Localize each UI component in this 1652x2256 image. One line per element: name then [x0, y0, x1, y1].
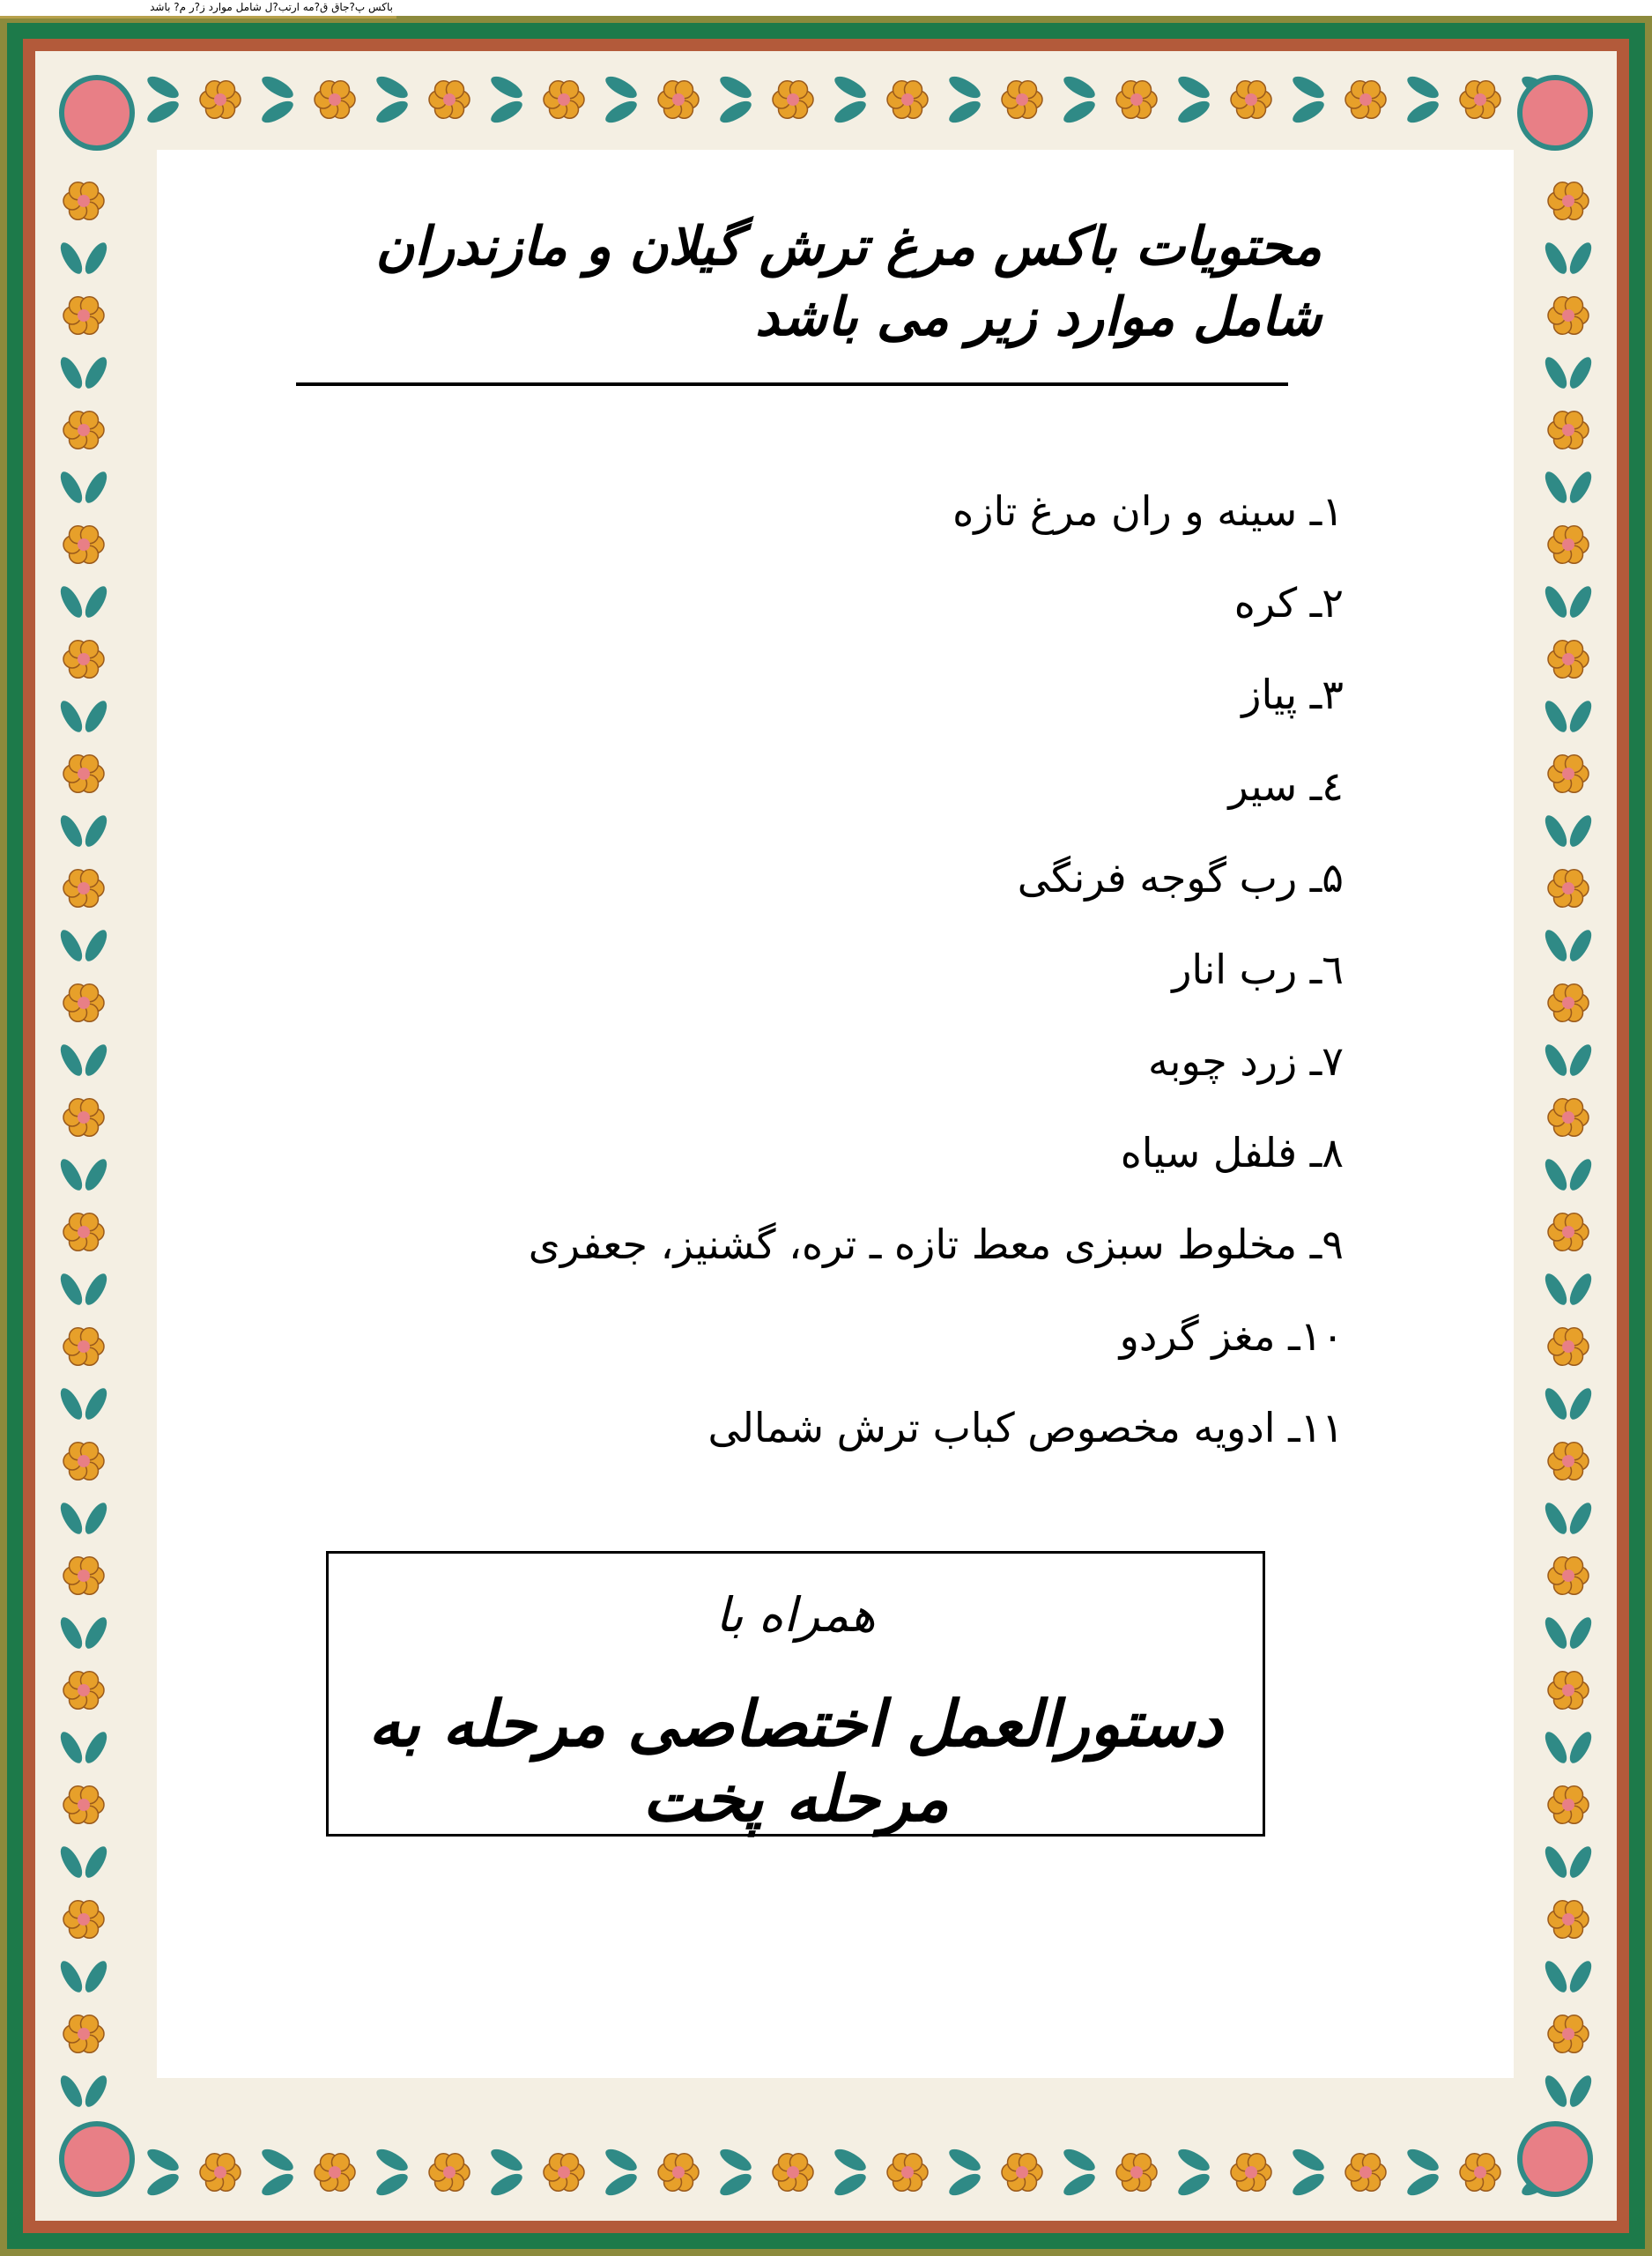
leaf-ornament [374, 97, 411, 127]
leaf-ornament [374, 2145, 411, 2175]
list-item: ۵ـ رب گوجه فرنگی [1017, 854, 1344, 902]
leaf-ornament [81, 1958, 111, 1996]
flower-ornament [1548, 1213, 1589, 1251]
flower-ornament [63, 1786, 104, 1824]
list-item: ۷ـ زرد چوبه [1147, 1037, 1344, 1085]
leaf-ornament [946, 2145, 984, 2175]
flower-ornament [1548, 984, 1589, 1022]
leaf-ornament [1566, 240, 1596, 278]
flower-ornament [315, 81, 355, 119]
leaf-ornament [56, 1271, 86, 1309]
list-item: ۹ـ مخلوط سبزی معط تازه ـ تره، گشنیز، جعفری [528, 1221, 1344, 1268]
leaf-ornament [1404, 72, 1442, 102]
leaf-ornament [1566, 1729, 1596, 1767]
flower-ornament [773, 2154, 813, 2192]
leaf-ornament [1541, 1156, 1571, 1194]
page-title: محتویات باکس مرغ ترش گیلان و مازندران شامل موارد زیر می باشد [375, 216, 1322, 348]
leaf-ornament [603, 97, 641, 127]
corner-rosette [1520, 2124, 1590, 2194]
leaf-ornament [1566, 1156, 1596, 1194]
list-item: ۸ـ فلفل سیاه [1120, 1129, 1344, 1176]
leaf-ornament [1061, 97, 1099, 127]
flower-ornament [1002, 2154, 1042, 2192]
leaf-ornament [56, 240, 86, 278]
flower-ornament [63, 182, 104, 220]
leaf-ornament [56, 469, 86, 507]
leaf-ornament [1566, 1042, 1596, 1080]
leaf-ornament [1541, 813, 1571, 850]
leaf-ornament [1290, 72, 1328, 102]
leaf-ornament [946, 97, 984, 127]
leaf-ornament [832, 2145, 870, 2175]
flower-ornament [1548, 1901, 1589, 1939]
leaf-ornament [56, 1385, 86, 1423]
leaf-ornament [56, 1156, 86, 1194]
leaf-ornament [488, 72, 526, 102]
leaf-ornament [56, 1729, 86, 1767]
leaf-ornament [1290, 2145, 1328, 2175]
leaf-ornament [144, 72, 182, 102]
leaf-ornament [1541, 583, 1571, 621]
leaf-ornament [603, 2170, 641, 2200]
leaf-ornament [1566, 1614, 1596, 1652]
leaf-ornament [1566, 927, 1596, 965]
leaf-ornament [56, 583, 86, 621]
leaf-ornament [81, 1156, 111, 1194]
leaf-ornament [1566, 2073, 1596, 2111]
flower-ornament [658, 81, 699, 119]
leaf-ornament [946, 72, 984, 102]
leaf-ornament [1290, 97, 1328, 127]
leaf-ornament [832, 72, 870, 102]
flower-ornament [63, 755, 104, 793]
leaf-ornament [259, 72, 297, 102]
list-item: ۲ـ کره [1233, 579, 1344, 627]
flower-ornament [200, 81, 241, 119]
flower-ornament [63, 1672, 104, 1710]
leaf-ornament [81, 698, 111, 736]
flower-ornament [1116, 2154, 1157, 2192]
flower-ornament [1548, 2015, 1589, 2053]
leaf-ornament [56, 1500, 86, 1538]
leaf-ornament [81, 469, 111, 507]
leaf-ornament [1541, 698, 1571, 736]
leaf-ornament [1541, 1844, 1571, 1881]
leaf-ornament [1061, 2145, 1099, 2175]
leaf-ornament [603, 72, 641, 102]
leaf-ornament [1541, 469, 1571, 507]
leaf-ornament [1541, 1271, 1571, 1309]
leaf-ornament [1061, 2170, 1099, 2200]
leaf-ornament [1175, 2170, 1213, 2200]
instructions-note-box [326, 1551, 1265, 1837]
leaf-ornament [488, 97, 526, 127]
leaf-ornament [1061, 72, 1099, 102]
leaf-ornament [259, 97, 297, 127]
leaf-ornament [1541, 1385, 1571, 1423]
flower-ornament [887, 2154, 928, 2192]
leaf-ornament [1541, 354, 1571, 392]
leaf-ornament [1541, 240, 1571, 278]
leaf-ornament [1566, 583, 1596, 621]
leaf-ornament [1566, 698, 1596, 736]
flower-ornament [1548, 1672, 1589, 1710]
leaf-ornament [1541, 1958, 1571, 1996]
leaf-ornament [144, 2170, 182, 2200]
leaf-ornament [946, 2170, 984, 2200]
leaf-ornament [81, 1042, 111, 1080]
leaf-ornament [1541, 1614, 1571, 1652]
list-item: ٤ـ سیر [1228, 762, 1344, 810]
flower-ornament [773, 81, 813, 119]
leaf-ornament [81, 1271, 111, 1309]
flower-ornament [1548, 1786, 1589, 1824]
leaf-ornament [81, 1500, 111, 1538]
flower-ornament [63, 1901, 104, 1939]
flower-ornament [1460, 81, 1500, 119]
flower-ornament [63, 1328, 104, 1366]
flower-ornament [1548, 755, 1589, 793]
ingredients-list [529, 480, 1344, 1488]
flower-ornament [1231, 81, 1271, 119]
flower-ornament [1548, 1328, 1589, 1366]
list-item: ٦ـ رب انار [1172, 946, 1344, 993]
leaf-ornament [81, 240, 111, 278]
flower-ornament [63, 526, 104, 564]
leaf-ornament [81, 1844, 111, 1881]
leaf-ornament [81, 583, 111, 621]
leaf-ornament [603, 2145, 641, 2175]
leaf-ornament [1566, 469, 1596, 507]
flower-ornament [63, 297, 104, 335]
leaf-ornament [717, 72, 755, 102]
leaf-ornament [717, 97, 755, 127]
leaf-ornament [81, 1614, 111, 1652]
leaf-ornament [81, 1729, 111, 1767]
leaf-ornament [81, 2073, 111, 2111]
leaf-ornament [81, 813, 111, 850]
flower-ornament [63, 1099, 104, 1137]
flower-ornament [658, 2154, 699, 2192]
flower-ornament [1548, 641, 1589, 679]
note-line-2: دستورالعمل اختصاصی مرحله به مرحله پخت [368, 1686, 1223, 1836]
corner-rosette [62, 78, 132, 148]
leaf-ornament [56, 1844, 86, 1881]
flower-ornament [1548, 412, 1589, 449]
list-item: ۱۰ـ مغز گردو [1119, 1312, 1344, 1360]
flower-ornament [1002, 81, 1042, 119]
flower-ornament [63, 984, 104, 1022]
leaf-ornament [144, 2145, 182, 2175]
leaf-ornament [56, 1958, 86, 1996]
leaf-ornament [81, 354, 111, 392]
leaf-ornament [717, 2145, 755, 2175]
leaf-ornament [1175, 97, 1213, 127]
flower-ornament [1548, 526, 1589, 564]
corner-rosette [62, 2124, 132, 2194]
flower-ornament [63, 2015, 104, 2053]
leaf-ornament [488, 2145, 526, 2175]
leaf-ornament [1541, 2073, 1571, 2111]
leaf-ornament [56, 1042, 86, 1080]
leaf-ornament [1566, 1958, 1596, 1996]
leaf-ornament [1541, 1729, 1571, 1767]
flower-ornament [1548, 182, 1589, 220]
leaf-ornament [1566, 1385, 1596, 1423]
list-item: ۱۱ـ ادویه مخصوص کباب ترش شمالی [707, 1404, 1344, 1451]
flower-ornament [1548, 297, 1589, 335]
flower-ornament [200, 2154, 241, 2192]
leaf-ornament [832, 97, 870, 127]
flower-ornament [1548, 1557, 1589, 1595]
leaf-ornament [56, 927, 86, 965]
note-line-1: همراه با [715, 1587, 876, 1643]
leaf-ornament [374, 2170, 411, 2200]
leaf-ornament [1541, 927, 1571, 965]
flower-ornament [63, 641, 104, 679]
flower-ornament [1460, 2154, 1500, 2192]
leaf-ornament [374, 72, 411, 102]
leaf-ornament [1566, 813, 1596, 850]
leaf-ornament [1541, 1500, 1571, 1538]
flower-ornament [63, 1213, 104, 1251]
leaf-ornament [56, 813, 86, 850]
flower-ornament [63, 1557, 104, 1595]
flower-ornament [1548, 1443, 1589, 1480]
leaf-ornament [144, 97, 182, 127]
list-item: ۳ـ پیاز [1241, 671, 1344, 718]
leaf-ornament [259, 2170, 297, 2200]
flower-ornament [429, 81, 470, 119]
flower-ornament [1548, 1099, 1589, 1137]
flower-ornament [429, 2154, 470, 2192]
corner-rosette [1520, 78, 1590, 148]
leaf-ornament [56, 1614, 86, 1652]
flower-ornament [63, 870, 104, 908]
flower-ornament [1548, 870, 1589, 908]
leaf-ornament [1404, 97, 1442, 127]
flower-ornament [63, 1443, 104, 1480]
flower-ornament [1116, 81, 1157, 119]
leaf-ornament [1290, 2170, 1328, 2200]
leaf-ornament [1404, 2145, 1442, 2175]
flower-ornament [887, 81, 928, 119]
flower-ornament [1345, 81, 1386, 119]
leaf-ornament [1566, 354, 1596, 392]
flower-ornament [544, 81, 584, 119]
leaf-ornament [832, 2170, 870, 2200]
leaf-ornament [56, 354, 86, 392]
leaf-ornament [1175, 72, 1213, 102]
top-caption-strip [0, 0, 396, 19]
flower-ornament [63, 412, 104, 449]
leaf-ornament [259, 2145, 297, 2175]
flower-ornament [1345, 2154, 1386, 2192]
list-item: ۱ـ سینه و ران مرغ تازه [952, 487, 1344, 535]
leaf-ornament [81, 1385, 111, 1423]
flower-ornament [1231, 2154, 1271, 2192]
leaf-ornament [56, 2073, 86, 2111]
leaf-ornament [1566, 1844, 1596, 1881]
leaf-ornament [56, 698, 86, 736]
leaf-ornament [1566, 1500, 1596, 1538]
top-caption: باکس پ?جاق ق?مه ارتب?ل شامل موارد ز?ر م? باشد [150, 1, 393, 13]
leaf-ornament [81, 927, 111, 965]
leaf-ornament [717, 2170, 755, 2200]
leaf-ornament [1541, 1042, 1571, 1080]
flower-ornament [315, 2154, 355, 2192]
leaf-ornament [1175, 2145, 1213, 2175]
flower-ornament [544, 2154, 584, 2192]
leaf-ornament [1566, 1271, 1596, 1309]
leaf-ornament [1404, 2170, 1442, 2200]
leaf-ornament [488, 2170, 526, 2200]
title-underline [296, 382, 1288, 386]
